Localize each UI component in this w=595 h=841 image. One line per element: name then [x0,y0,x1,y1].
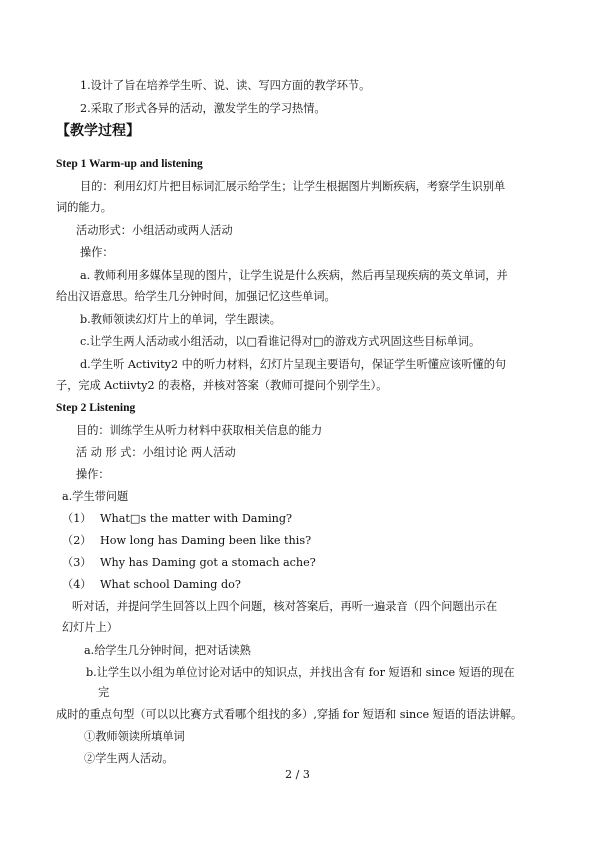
step1-item-a-cont: 给出汉语意思。给学生几分钟时间，加强记忆这些单词。 [56,290,336,303]
step2-sub-2: ②学生两人活动。 [84,752,174,765]
step1-item-a: a. 教师利用多媒体呈现的图片，让学生说是什么疾病，然后再呈现疾病的英文单词，并 [80,269,508,282]
question-text: Why has Daming got a stomach ache? [100,556,316,569]
question-text: What□s the matter with Daming? [100,512,293,525]
question-number: （2） [62,534,92,547]
page-number: 2 / 3 [285,768,310,781]
step1-purpose: 目的：利用幻灯片把目标词汇展示给学生；让学生根据图片判断疾病，考察学生识别单 [80,180,506,193]
step1-item-d-cont: 子，完成 Actiivty2 的表格，并核对答案（教师可提问个别学生）。 [56,379,388,392]
step2-discuss-b-cont: 成时的重点句型（可以以比赛方式看哪个组找的多）,穿插 for 短语和 since 短语的语法讲解。 [56,708,523,721]
question-2 [62,534,311,548]
step1-item-c: c.让学生两人活动或小组活动，以□看谁记得对□的游戏方式巩固这些目标单词。 [80,335,481,348]
question-number: （1） [62,512,92,525]
goal-line-1: 1.设计了旨在培养学生听、说、读、写四方面的教学环节。 [80,79,371,92]
step2-activity-form: 活 动 形 式：小组讨论 两人活动 [76,446,236,459]
listen-instruction-cont: 幻灯片上） [62,621,118,634]
question-3 [62,556,316,570]
section-heading: 【教学过程】 [56,123,140,139]
step1-heading: Step 1 Warm-up and listening [56,158,203,170]
step1-purpose-cont: 词的能力。 [56,201,112,214]
step1-activity-form: 活动形式：小组活动或两人活动 [76,224,233,237]
step2-read-a: a.给学生几分钟时间，把对话读熟 [84,644,251,657]
question-number: （4） [62,578,92,591]
question-text: What school Daming do? [100,578,241,591]
step2-discuss-b: b.让学生以小组为单位讨论对话中的知识点，并找出含有 for 短语和 since 短语的现在 [86,666,515,679]
step1-item-b: b.教师领读幻灯片上的单词，学生跟读。 [80,313,281,326]
question-number: （3） [62,556,92,569]
step1-item-d: d.学生听 Activity2 中的听力材料，幻灯片呈现主要语句，保证学生听懂应该听懂的句 [80,358,507,371]
step2-operation: 操作： [76,468,110,481]
step2-purpose: 目的：训练学生从听力材料中获取相关信息的能力 [76,424,323,437]
question-4 [62,578,241,592]
question-1 [62,512,292,526]
step2-sub-1: ①教师领读所填单词 [84,730,185,743]
step2-discuss-b-wrap: 完 [98,686,110,699]
goal-line-2: 2.采取了形式各异的活动，激发学生的学习热情。 [80,102,326,115]
question-text: How long has Daming been like this? [100,534,312,547]
step2-item-a: a.学生带问题 [62,490,129,503]
step2-heading: Step 2 Listening [56,402,136,414]
listen-instruction: 听对话，并提问学生回答以上四个问题，核对答案后，再听一遍录音（四个问题出示在 [72,600,498,613]
step1-operation: 操作： [80,246,114,259]
